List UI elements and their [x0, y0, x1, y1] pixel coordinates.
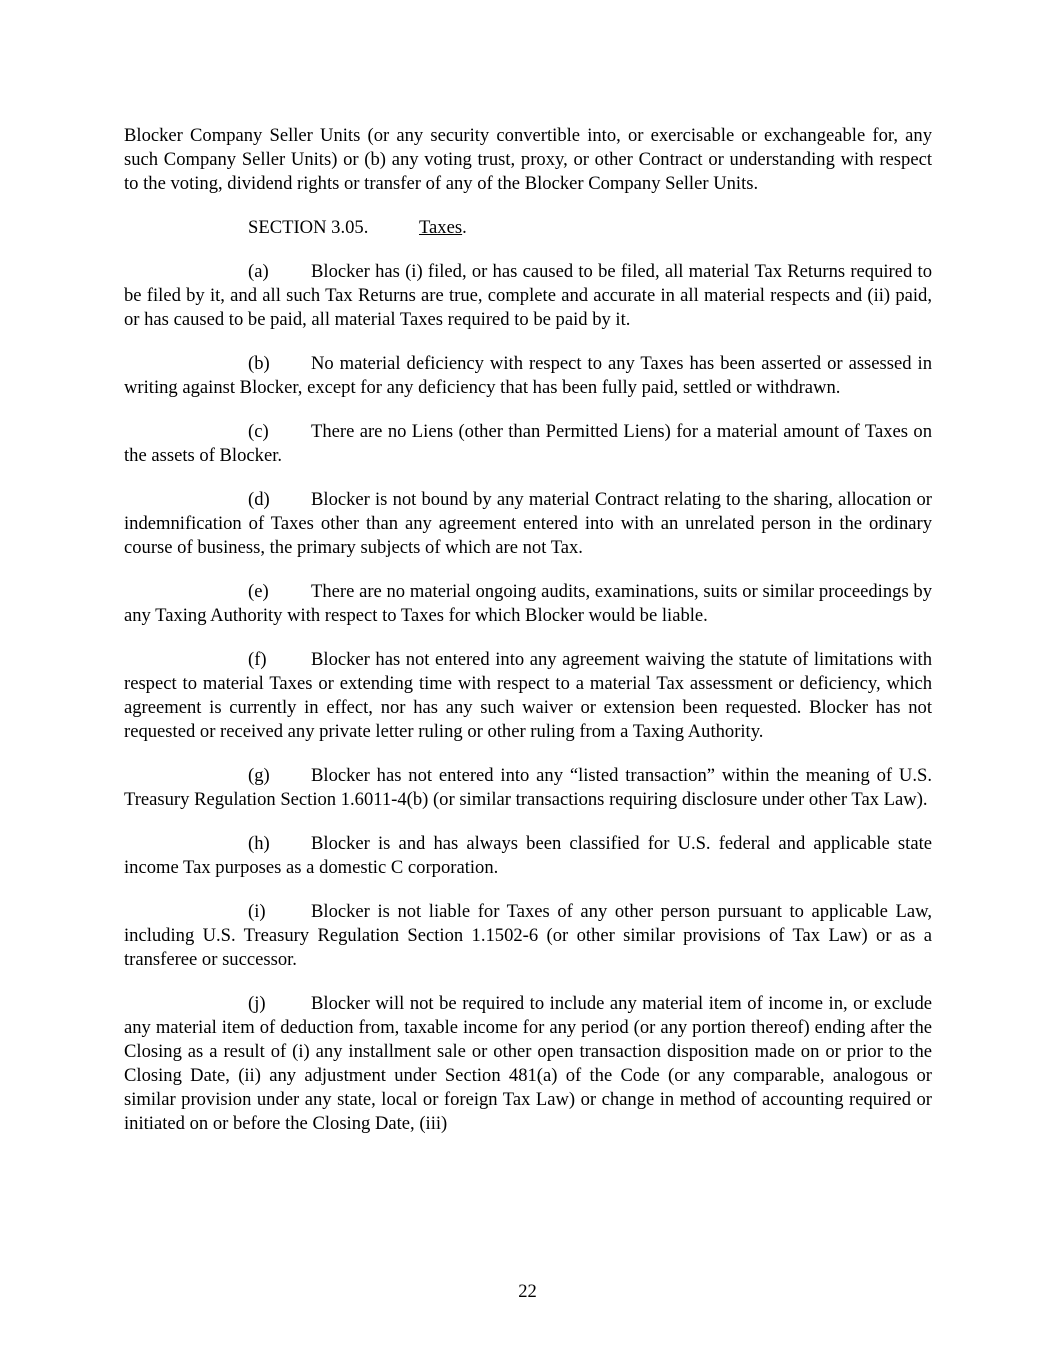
clause-text: Blocker has not entered into any “listed transaction” within the meaning of U.S. Treasury Regulation Section 1.6011-4(b) (or similar transactions requiring disclosure under other Tax Law). [124, 765, 932, 810]
section-heading [124, 216, 932, 240]
clause-label: (a) [248, 261, 269, 282]
clause-text: There are no Liens (other than Permitted Liens) for a material amount of Taxes on the assets of Blocker. [124, 421, 932, 466]
clause-label: (e) [248, 581, 269, 602]
clause-text: Blocker is not liable for Taxes of any other person pursuant to applicable Law, including U.S. Treasury Regulation Section 1.1502-6 (or other similar provisions of Tax Law) or as a transferee or successor. [124, 901, 932, 970]
clause-text: Blocker is and has always been classified for U.S. federal and applicable state income Tax purposes as a domestic C corporation. [124, 833, 932, 878]
clause-j [124, 992, 932, 1136]
clause-label: (j) [248, 993, 266, 1014]
clause-text: Blocker will not be required to include any material item of income in, or exclude any material item of deduction from, taxable income for any period (or any portion thereof) ending after the Closing as a result of (i) any installment sale or other open transaction disposition made on or prior to the Closing Date, (ii) any adjustment under Section 481(a) of the Code (or any comparable, analogous or similar provision under any state, local or foreign Tax Law) or change in method of accounting required or initiated on or before the Closing Date, (iii) [124, 993, 932, 1134]
continuation-paragraph: Blocker Company Seller Units (or any security convertible into, or exercisable or exchangeable for, any such Company Seller Units) or (b) any voting trust, proxy, or other Contract or understanding with respect to the voting, dividend rights or transfer of any of the Blocker Company Seller Units. [124, 125, 932, 194]
clause-text: Blocker has not entered into any agreement waiving the statute of limitations with respect to material Taxes or extending time with respect to a material Tax assessment or deficiency, which agreement is currently in effect, nor has any such waiver or extension been requested. Blocker has not requested or received any private letter ruling or other ruling from a Taxing Authority. [124, 649, 932, 742]
clause-text: No material deficiency with respect to any Taxes has been asserted or assessed in writing against Blocker, except for any deficiency that has been fully paid, settled or withdrawn. [124, 353, 932, 398]
clause-text: Blocker has (i) filed, or has caused to be filed, all material Tax Returns required to be filed by it, and all such Tax Returns are true, complete and accurate in all material respects and (ii) paid, or has caused to be paid, all material Taxes required to be paid by it. [124, 261, 932, 330]
clause-c [124, 420, 932, 468]
clause-label: (c) [248, 421, 269, 442]
clause-f [124, 648, 932, 744]
section-title-suffix: . [462, 217, 467, 238]
clause-g [124, 764, 932, 812]
clause-h [124, 832, 932, 880]
document-page [124, 124, 932, 1156]
clause-a [124, 260, 932, 332]
section-number: SECTION 3.05. [248, 217, 369, 238]
clause-e [124, 580, 932, 628]
clause-text: There are no material ongoing audits, examinations, suits or similar proceedings by any Taxing Authority with respect to Taxes for which Blocker would be liable. [124, 581, 932, 626]
clause-label: (f) [248, 649, 267, 670]
clause-label: (h) [248, 833, 270, 854]
section-title: Taxes [419, 217, 463, 238]
clause-text: Blocker is not bound by any material Contract relating to the sharing, allocation or indemnification of Taxes other than any agreement entered into with an unrelated person in the ordinary course of business, the primary subjects of which are not Tax. [124, 489, 932, 558]
clause-label: (d) [248, 489, 270, 510]
clause-b [124, 352, 932, 400]
clause-label: (g) [248, 765, 270, 786]
clause-d [124, 488, 932, 560]
page-number: 22 [518, 1281, 537, 1302]
clause-label: (i) [248, 901, 266, 922]
clause-i [124, 900, 932, 972]
clause-label: (b) [248, 353, 270, 374]
